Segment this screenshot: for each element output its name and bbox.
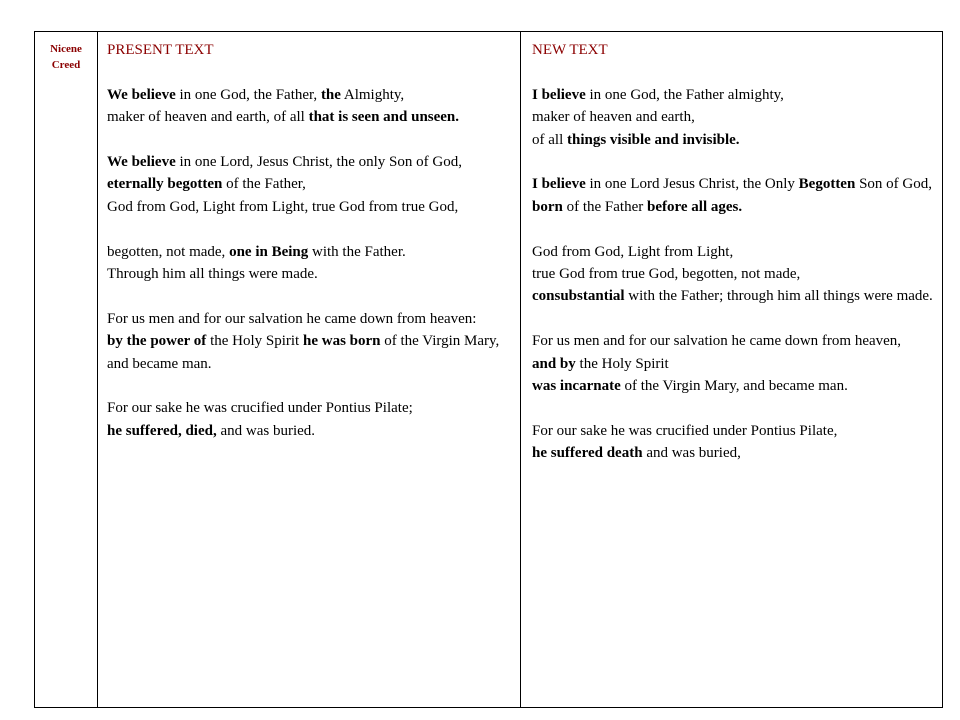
- text-segment: Through him all things were made.: [107, 266, 318, 283]
- row-label-line: Creed: [51, 59, 81, 71]
- emphasized-text: I believe: [532, 176, 586, 193]
- emphasized-text: Begotten: [798, 176, 856, 193]
- new-text-body: [532, 84, 940, 465]
- text-segment: maker of heaven and earth,: [532, 109, 695, 126]
- text-segment: and was buried.: [216, 422, 316, 439]
- text-segment: Son of God,: [855, 176, 932, 193]
- row-label: [35, 41, 97, 73]
- creed-line: [532, 263, 940, 285]
- creed-line: [532, 84, 940, 106]
- text-segment: maker of heaven and earth, of all: [107, 109, 309, 126]
- emphasized-text: before all ages.: [646, 198, 743, 215]
- text-segment: in one God, the Father almighty,: [585, 86, 784, 103]
- text-segment: of the Virgin Mary, and became man.: [620, 378, 848, 395]
- text-segment: in one Lord, Jesus Christ, the only Son of God,: [175, 154, 462, 170]
- creed-line: [107, 263, 515, 285]
- text-segment: true God from true God, begotten, not made,: [532, 266, 801, 283]
- emphasized-text: he suffered death: [532, 445, 643, 462]
- column-divider: [97, 32, 98, 707]
- text-segment: and was buried,: [642, 445, 741, 462]
- paragraph-gap: [107, 285, 515, 307]
- creed-line: [532, 129, 940, 151]
- present-text-header: PRESENT TEXT: [107, 42, 214, 58]
- text-segment: and became man.: [107, 355, 212, 372]
- creed-line: [532, 353, 940, 375]
- text-segment: of all: [532, 131, 567, 148]
- emphasized-text: eternally begotten: [107, 176, 223, 193]
- creed-line: [107, 420, 515, 442]
- creed-line: [107, 330, 515, 352]
- text-segment: with the Father; through him all things were made.: [624, 288, 933, 305]
- text-segment: begotten, not made,: [107, 243, 230, 260]
- text-segment: For our sake he was crucified under Pontius Pilate,: [532, 422, 838, 439]
- creed-line: [532, 442, 940, 464]
- paragraph-gap: [532, 151, 940, 173]
- present-text-body: [107, 84, 515, 442]
- emphasized-text: he suffered, died,: [107, 422, 217, 439]
- creed-line: [107, 151, 515, 173]
- emphasized-text: one in Being: [229, 243, 309, 260]
- new-text-header: NEW TEXT: [532, 42, 608, 58]
- text-segment: the Holy Spirit: [206, 333, 303, 350]
- text-segment: For our sake he was crucified under Pontius Pilate;: [107, 400, 413, 417]
- text-segment: of the Virgin Mary,: [380, 333, 500, 350]
- creed-line: [532, 330, 940, 352]
- text-segment: God from God, Light from Light,: [532, 243, 734, 260]
- creed-line: [532, 196, 940, 218]
- text-segment: of the Father: [562, 198, 647, 215]
- emphasized-text: the: [320, 86, 341, 103]
- emphasized-text: I believe: [532, 86, 586, 103]
- paragraph-gap: [107, 218, 515, 240]
- creed-line: [107, 308, 515, 330]
- emphasized-text: born: [532, 198, 563, 215]
- paragraph-gap: [532, 308, 940, 330]
- text-segment: For us men and for our salvation he came down from heaven:: [107, 310, 477, 327]
- text-segment: Almighty,: [340, 86, 405, 103]
- creed-line: [532, 375, 940, 397]
- creed-line: [532, 106, 940, 128]
- text-segment: God from God, Light from Light, true God from true God,: [107, 198, 459, 215]
- paragraph-gap: [532, 397, 940, 419]
- comparison-table: [34, 31, 943, 708]
- paragraph-gap: [532, 218, 940, 240]
- column-divider: [520, 32, 521, 707]
- emphasized-text: that is seen and unseen.: [308, 109, 460, 126]
- emphasized-text: consubstantial: [532, 288, 625, 305]
- spacer: [107, 61, 515, 83]
- text-segment: of the Father,: [222, 176, 306, 193]
- emphasized-text: We believe: [107, 154, 176, 170]
- emphasized-text: and by: [532, 355, 576, 372]
- text-segment: with the Father.: [308, 243, 406, 260]
- paragraph-gap: [107, 129, 515, 151]
- paragraph-gap: [107, 375, 515, 397]
- present-text-column: [107, 39, 515, 442]
- creed-line: [107, 397, 515, 419]
- creed-line: [107, 241, 515, 263]
- creed-line: [107, 173, 515, 195]
- emphasized-text: by the power of: [107, 333, 207, 350]
- text-segment: For us men and for our salvation he came down from heaven,: [532, 333, 902, 350]
- creed-line: [107, 353, 515, 375]
- text-segment: in one God, the Father,: [175, 86, 321, 103]
- spacer: [532, 61, 940, 83]
- creed-line: [532, 420, 940, 442]
- text-segment: the Holy Spirit: [575, 355, 669, 372]
- creed-line: [107, 84, 515, 106]
- emphasized-text: he was born: [302, 333, 381, 350]
- emphasized-text: We believe: [107, 86, 176, 103]
- creed-line: [532, 173, 940, 195]
- emphasized-text: things visible and invisible.: [567, 131, 740, 148]
- creed-line: [107, 196, 515, 218]
- creed-line: [532, 241, 940, 263]
- text-segment: in one Lord Jesus Christ, the Only: [585, 176, 799, 193]
- emphasized-text: was incarnate: [532, 378, 621, 395]
- row-label-line: Nicene: [50, 43, 82, 55]
- creed-line: [532, 285, 940, 307]
- creed-line: [107, 106, 515, 128]
- new-text-column: [532, 39, 940, 465]
